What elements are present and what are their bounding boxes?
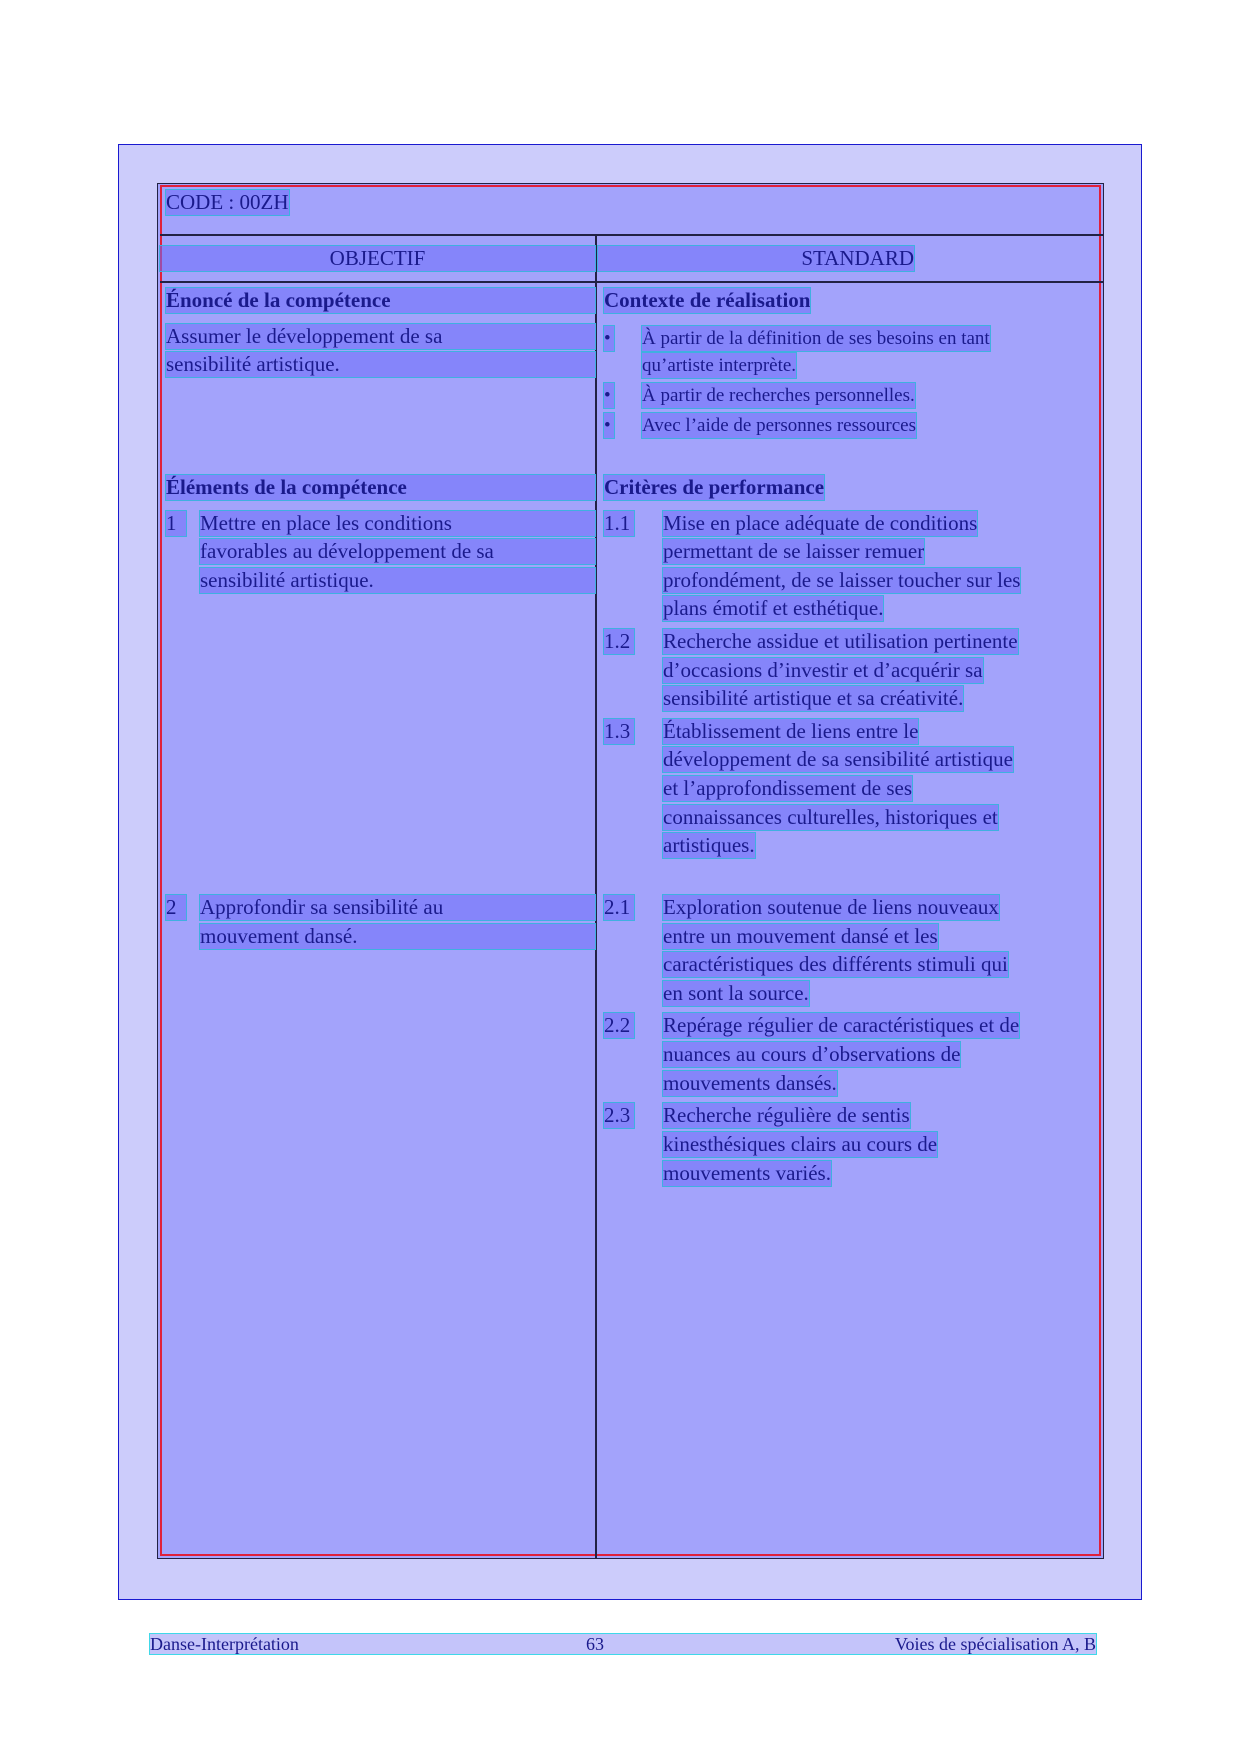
critere-line: Recherche régulière de sentis — [663, 1103, 910, 1127]
critere-number: 2.2 — [604, 1013, 634, 1038]
table-column-divider — [595, 235, 597, 1558]
contexte-line: À partir de la définition de ses besoins en tant — [642, 328, 990, 349]
element-number: 1 — [166, 511, 186, 536]
element-line: mouvement dansé. — [200, 924, 595, 949]
critere-line: permettant de se laisser remuer — [663, 539, 925, 563]
critere-line: nuances au cours d’observations de — [663, 1042, 961, 1066]
element-line: sensibilité artistique. — [200, 568, 595, 593]
critere-line: Mise en place adéquate de conditions — [663, 511, 978, 535]
enonce-line: sensibilité artistique. — [166, 352, 595, 377]
header-objectif: OBJECTIF — [160, 246, 595, 271]
critere-line: Recherche assidue et utilisation pertinente — [663, 629, 1018, 653]
contexte-title: Contexte de réalisation — [604, 288, 811, 312]
enonce-line: Assumer le développement de sa — [166, 324, 595, 349]
elements-title: Éléments de la compétence — [166, 475, 595, 500]
critere-line: mouvements variés. — [663, 1161, 831, 1185]
critere-line: kinesthésiques clairs au cours de — [663, 1132, 938, 1156]
element-number: 2 — [166, 895, 186, 920]
critere-line: Repérage régulier de caractéristiques et de — [663, 1013, 1020, 1037]
critere-number: 1.2 — [604, 629, 634, 654]
bullet: • — [604, 413, 614, 438]
critere-line: artistiques. — [663, 833, 755, 857]
critere-line: en sont la source. — [663, 981, 809, 1005]
critere-line: entre un mouvement dansé et les — [663, 924, 938, 948]
critere-number: 1.1 — [604, 511, 634, 536]
page-footer — [150, 1634, 1096, 1654]
table-rule-below-code — [160, 234, 1104, 236]
footer-specialisation: Voies de spécialisation A, B — [894, 1634, 1096, 1654]
criteres-title: Critères de performance — [604, 475, 825, 499]
table-rule-below-headers — [160, 281, 1104, 283]
critere-line: sensibilité artistique et sa créativité. — [663, 686, 964, 710]
competency-table — [157, 183, 1104, 1559]
critere-line: Établissement de liens entre le — [663, 719, 919, 743]
critere-line: d’occasions d’investir et d’acquérir sa — [663, 658, 983, 682]
critere-line: mouvements dansés. — [663, 1071, 837, 1095]
contexte-line: qu’artiste interprète. — [642, 355, 797, 376]
footer-program: Danse-Interprétation — [150, 1634, 299, 1654]
code-label: CODE : 00ZH — [166, 190, 289, 214]
element-line: Mettre en place les conditions — [200, 511, 595, 536]
critere-line: caractéristiques des différents stimuli qui — [663, 952, 1008, 976]
critere-number: 1.3 — [604, 719, 634, 744]
bullet: • — [604, 326, 614, 351]
enonce-title: Énoncé de la compétence — [166, 288, 595, 313]
footer-page-number: 63 — [586, 1634, 604, 1654]
bullet: • — [604, 383, 614, 408]
header-standard: STANDARD — [598, 246, 914, 271]
critere-line: et l’approfondissement de ses — [663, 776, 913, 800]
critere-line: développement de sa sensibilité artistique — [663, 747, 1013, 771]
element-line: Approfondir sa sensibilité au — [200, 895, 595, 920]
critere-line: connaissances culturelles, historiques et — [663, 805, 998, 829]
critere-line: Exploration soutenue de liens nouveaux — [663, 895, 999, 919]
contexte-line: Avec l’aide de personnes ressources — [642, 415, 916, 436]
critere-number: 2.1 — [604, 895, 634, 920]
contexte-line: À partir de recherches personnelles. — [642, 385, 915, 406]
element-line: favorables au développement de sa — [200, 539, 595, 564]
critere-line: plans émotif et esthétique. — [663, 596, 884, 620]
critere-number: 2.3 — [604, 1103, 634, 1128]
critere-line: profondément, de se laisser toucher sur les — [663, 568, 1021, 592]
